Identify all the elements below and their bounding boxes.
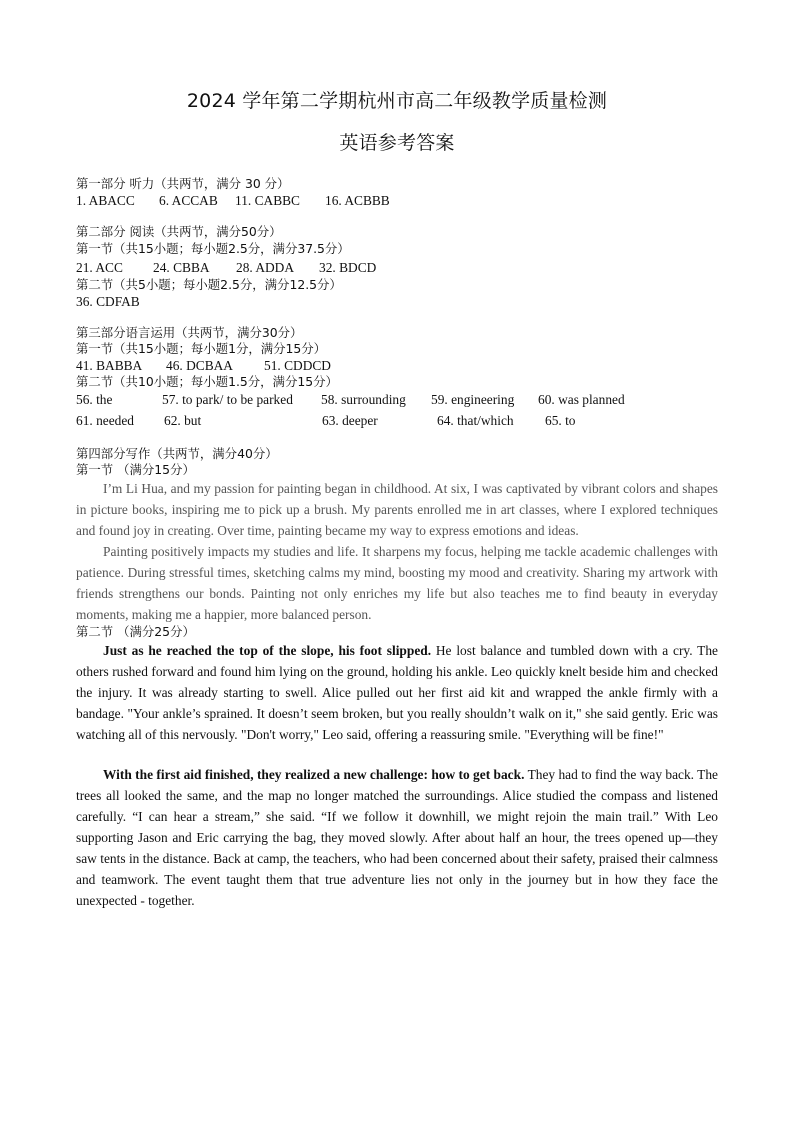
part2-sec2-answers: 36. CDFAB xyxy=(76,294,140,309)
part2-sec1-heading: 第一节（共15小题；每小题2.5分，满分37.5分） xyxy=(76,241,350,256)
part2-sec2-heading: 第二节（共5小题；每小题2.5分，满分12.5分） xyxy=(76,277,342,292)
answer-item: 57. to park/ to be parked xyxy=(162,392,293,407)
part4-heading: 第四部分写作（共两节，满分40分） xyxy=(76,446,278,461)
answer-group: 21. ACC xyxy=(76,260,123,275)
answer-item: 63. deeper xyxy=(322,413,378,428)
answer-item: 65. to xyxy=(545,413,576,428)
answer-group: 6. ACCAB xyxy=(159,193,218,208)
part2-sec1-answers xyxy=(76,260,476,276)
paragraph-body: He lost balance and tumbled down with a cry. The others rushed forward and found him lying on the ground, holding his ankle. Leo quickly knelt beside him and checked the injury. It was already starting to swell. Alice pulled out her first aid kit and wrapped the ankle firmly with a bandage. "Your ankle’s sprained. It doesn’t seem broken, but you really shouldn’t walk on it," she said gently. Eric was watching all of this nervously. "Don't worry," Leo said, offering a reassuring smile. "Everything will be fine!" xyxy=(76,643,718,742)
part4-sec2-heading: 第二节 （满分25分） xyxy=(76,624,195,639)
page-title: 2024 学年第二学期杭州市高二年级教学质量检测 xyxy=(186,90,608,112)
answer-group: 41. BABBA xyxy=(76,358,143,373)
paragraph-body: They had to find the way back. The trees all looked the same, and the map no longer matched the surroundings. Alice studied the compass and listened carefully. “I can hear a stream,” she said. “If we follow it downhill, we might rejoin the main trail.” With Leo supporting Jason and Eric carrying the bag, they moved slowly. After about half an hour, the trees opened up—they saw tents in the distance. Back at camp, the teachers, who had been concerned about their safety, praised their calmness and teamwork. The event taught them that true adventure lies not only in the journey but in how they face the unexpected - together. xyxy=(76,767,718,908)
part3-sec1-heading: 第一节（共15小题；每小题1分，满分15分） xyxy=(76,341,327,356)
essay1-paragraph: I’m Li Hua, and my passion for painting began in childhood. At six, I was captivated by vibrant colors and shapes in picture books, inspiring me to pick up a brush. My parents enrolled me in art classes, where I explored techniques and found joy in creating. Over time, painting became my way to express emotions and ideas. xyxy=(76,481,718,538)
answer-group: 11. CABBC xyxy=(235,193,300,208)
answer-item: 58. surrounding xyxy=(321,392,406,407)
answer-item: 62. but xyxy=(164,413,202,428)
paragraph-lead-sentence: With the first aid finished, they realized a new challenge: how to get back. xyxy=(103,767,525,782)
answer-group: 24. CBBA xyxy=(153,260,210,275)
answer-item: 59. engineering xyxy=(431,392,515,407)
answer-group: 1. ABACC xyxy=(76,193,135,208)
part3-sec1-answers xyxy=(76,358,476,374)
answer-group: 51. CDDCD xyxy=(264,358,331,373)
part3-heading: 第三部分语言运用（共两节，满分30分） xyxy=(76,325,303,340)
paragraph-lead-sentence: Just as he reached the top of the slope, his foot slipped. xyxy=(103,643,432,658)
answer-item: 56. the xyxy=(76,392,113,407)
page-subtitle: 英语参考答案 xyxy=(339,132,455,154)
essay1-paragraph: Painting positively impacts my studies and life. It sharpens my focus, helping me tackle academic challenges with patience. During stressful times, sketching calms my mind, boosting my mood and creativity. Sharing my artwork with friends strengthens our bonds. Painting not only enriches my life but also teaches me to find beauty in everyday moments, making me a happier, more balanced person. xyxy=(76,544,718,622)
essay2-paragraph xyxy=(76,764,718,911)
part3-sec2-heading: 第二节（共10小题；每小题1.5分，满分15分） xyxy=(76,374,338,389)
part4-sec1-heading: 第一节 （满分15分） xyxy=(76,462,195,477)
essay2-paragraph xyxy=(76,640,718,745)
answer-group: 46. DCBAA xyxy=(166,358,233,373)
part3-sec2-row2 xyxy=(76,413,718,429)
part1-answers xyxy=(76,193,476,209)
part2-heading: 第二部分 阅读（共两节，满分50分） xyxy=(76,224,282,239)
answer-item: 61. needed xyxy=(76,413,135,428)
answer-item: 64. that/which xyxy=(437,413,514,428)
answer-group: 16. ACBBB xyxy=(325,193,390,208)
answer-item: 60. was planned xyxy=(538,392,625,407)
part1-heading: 第一部分 听力（共两节，满分 30 分） xyxy=(76,176,290,191)
part3-sec2-row1 xyxy=(76,392,718,408)
answer-group: 28. ADDA xyxy=(236,260,295,275)
answer-group: 32. BDCD xyxy=(319,260,377,275)
